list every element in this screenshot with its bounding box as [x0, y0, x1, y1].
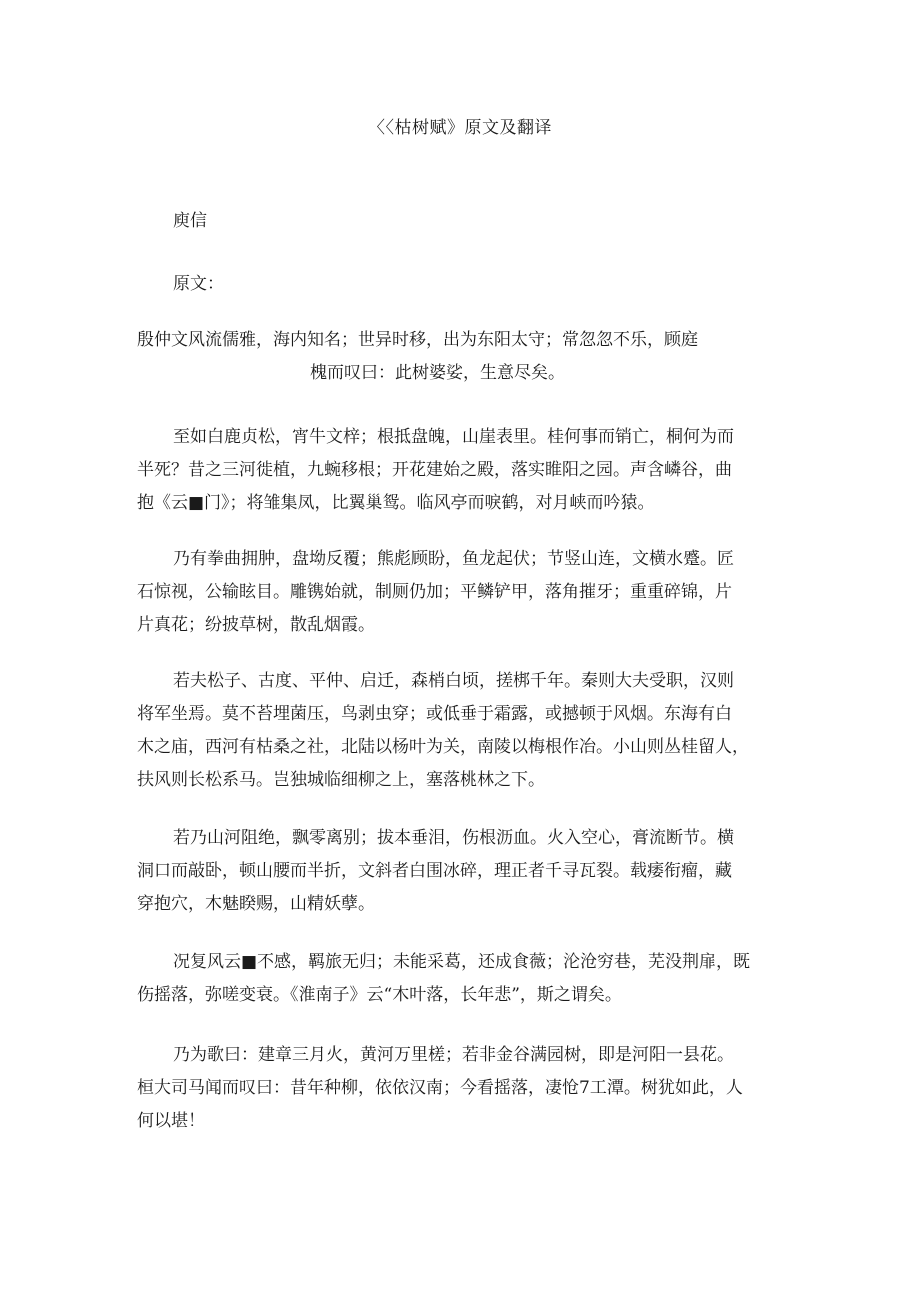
paragraph-7: [137, 1039, 777, 1138]
paragraph-line: 若夫松子、古度、平仲、启迁，森梢白顷，搓梆千年。秦则大夫受职，汉则: [173, 671, 734, 691]
paragraph-4: [137, 665, 777, 797]
paragraph-line: 片真花；纷披草树，散乱烟霞。: [137, 615, 375, 635]
paragraph-line: 半死？昔之三河徙植，九蜿移根；开花建始之殿，落实睢阳之园。声含嶙谷，曲: [137, 460, 732, 480]
paragraph-1: [137, 324, 777, 390]
paragraph-3: [137, 543, 777, 642]
paragraph-line: 何以堪！: [137, 1111, 205, 1131]
paragraph-line: 石惊视，公输眩目。雕镌始就，制厕仍加；平鳞铲甲，落角摧牙；重重碎锦，片: [137, 582, 732, 602]
paragraph-line: 若乃山河阻绝，飘零离别；拔本垂泪，伤根沥血。火入空心，膏流断节。横: [173, 828, 734, 848]
document-title: 〈〈枯树赋》原文及翻译: [368, 118, 552, 138]
paragraph-line: 乃为歌曰：建章三月火，黄河万里槎；若非金谷满园树，即是河阳一县花。: [173, 1045, 734, 1065]
paragraph-line: 洞口而敲卧，顿山腰而半折，文斜者白围冰碎，理正者千寻瓦裂。载痿衔瘤，藏: [137, 861, 732, 881]
paragraph-6: [137, 946, 777, 1012]
author-name: 庾信: [173, 211, 207, 231]
paragraph-line: 桓大司马闻而叹曰：昔年种柳，依依汉南；今看摇落，凄怆7工潭。树犹如此，人: [137, 1078, 743, 1098]
paragraph-line: 伤摇落，弥嗟变衰。《淮南子》云“木叶落，长年悲”，斯之谓矣。: [137, 985, 622, 1005]
paragraph-line: 殷仲文风流儒雅，海内知名；世异时移，出为东阳太守；常忽忽不乐，顾庭: [137, 330, 698, 350]
paragraph-line: 扶风则长松系马。岂独城临细柳之上，塞落桃林之下。: [137, 770, 545, 790]
paragraph-5: [137, 822, 777, 921]
section-label: 原文：: [173, 274, 224, 294]
paragraph-line: 穿抱穴，木魅睽赐，山精妖孽。: [137, 894, 375, 914]
paragraph-2: [137, 421, 777, 520]
paragraph-line: 槐而叹曰：此树婆娑，生意尽矣。: [310, 363, 565, 383]
paragraph-line: 乃有拳曲拥肿，盘坳反覆；熊彪顾盼，鱼龙起伏；节竖山连，文横水蹙。匠: [173, 549, 734, 569]
paragraph-line: 抱《云■门》；将雏集凤，比翼巢鸳。临风亭而唳鹤，对月峡而吟猿。: [137, 493, 655, 513]
paragraph-line: 将军坐焉。莫不苔埋菌压，鸟剥虫穿；或低垂于霜露，或撼顿于风烟。东海有白: [137, 704, 732, 724]
paragraph-line: 木之庙，西河有枯桑之社，北陆以杨叶为关，南陵以梅根作冶。小山则丛桂留人，: [137, 737, 749, 757]
paragraph-line: 至如白鹿贞松，宵牛文梓；根抵盘魄，山崖表里。桂何事而销亡，桐何为而: [173, 427, 734, 447]
paragraph-line: 况复风云■不感，羁旅无归；未能采葛，还成食薇；沦沧穷巷，芜没荆扉，既: [173, 952, 751, 972]
